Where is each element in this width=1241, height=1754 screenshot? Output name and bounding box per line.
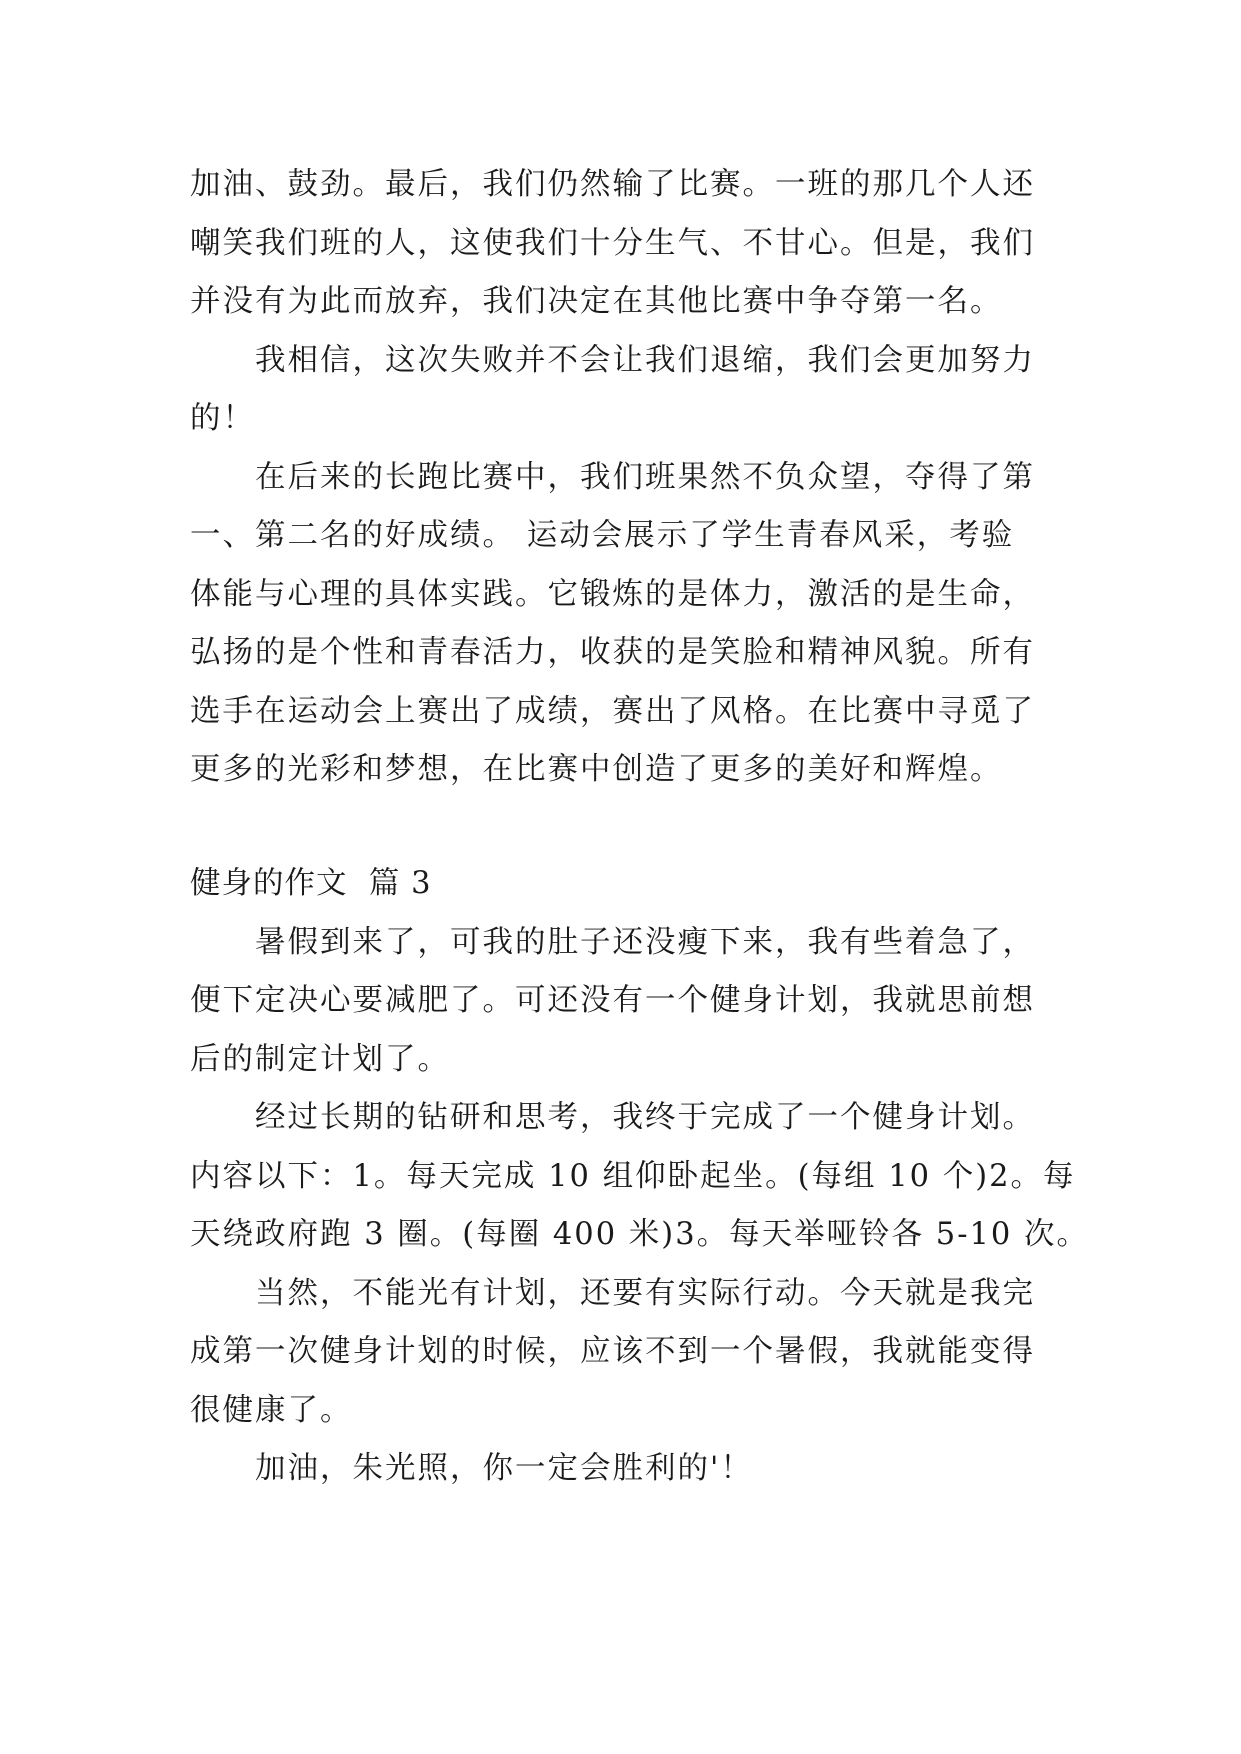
text-line: 成第一次健身计划的时候，应该不到一个暑假，我就能变得 [190, 1334, 1035, 1369]
text-line: 便下定决心要减肥了。可还没有一个健身计划，我就思前想 [190, 983, 1035, 1018]
text-line: 在后来的长跑比赛中，我们班果然不负众望，夺得了第 [190, 459, 1035, 495]
text-line: 一、第二名的好成绩。 运动会展示了学生青春风采，考验 [190, 518, 1015, 553]
text-line: 我相信，这次失败并不会让我们退缩，我们会更加努力 [190, 342, 1035, 378]
text-line: 很健康了。 [190, 1392, 353, 1428]
text-line: 体能与心理的具体实践。它锻炼的是体力，激活的是生命， [190, 576, 1035, 612]
essay-continuation [190, 156, 1070, 800]
text-line: 天绕政府跑 3 圈。(每圈 400 米)3。每天举哑铃各 5-10 次。 [190, 1217, 1090, 1252]
text-line: 的！ [190, 401, 255, 436]
text-line: 暑假到来了，可我的肚子还没瘦下来，我有些着急了， [190, 924, 1035, 960]
section-heading: 健身的作文 篇 3 [190, 866, 432, 901]
text-line: 加油，朱光照，你一定会胜利的'！ [190, 1451, 753, 1486]
text-line: 更多的光彩和梦想，在比赛中创造了更多的美好和辉煌。 [190, 752, 1003, 787]
text-line: 经过长期的钻研和思考，我终于完成了一个健身计划。 [190, 1100, 1035, 1135]
text-line: 并没有为此而放弃，我们决定在其他比赛中争夺第一名。 [190, 284, 1003, 319]
text-line: 嘲笑我们班的人，这使我们十分生气、不甘心。但是，我们 [190, 225, 1035, 261]
text-line: 后的制定计划了。 [190, 1041, 450, 1077]
text-line: 选手在运动会上赛出了成绩，赛出了风格。在比赛中寻觅了 [190, 693, 1035, 729]
essay-section-3 [190, 855, 1090, 1499]
text-line: 当然，不能光有计划，还要有实际行动。今天就是我完 [190, 1275, 1035, 1311]
text-line: 弘扬的是个性和青春活力，收获的是笑脸和精神风貌。所有 [190, 635, 1035, 670]
text-line: 内容以下：1。每天完成 10 组仰卧起坐。(每组 10 个)2。每 [190, 1158, 1076, 1194]
text-line: 加油、鼓劲。最后，我们仍然输了比赛。一班的那几个人还 [190, 167, 1035, 202]
